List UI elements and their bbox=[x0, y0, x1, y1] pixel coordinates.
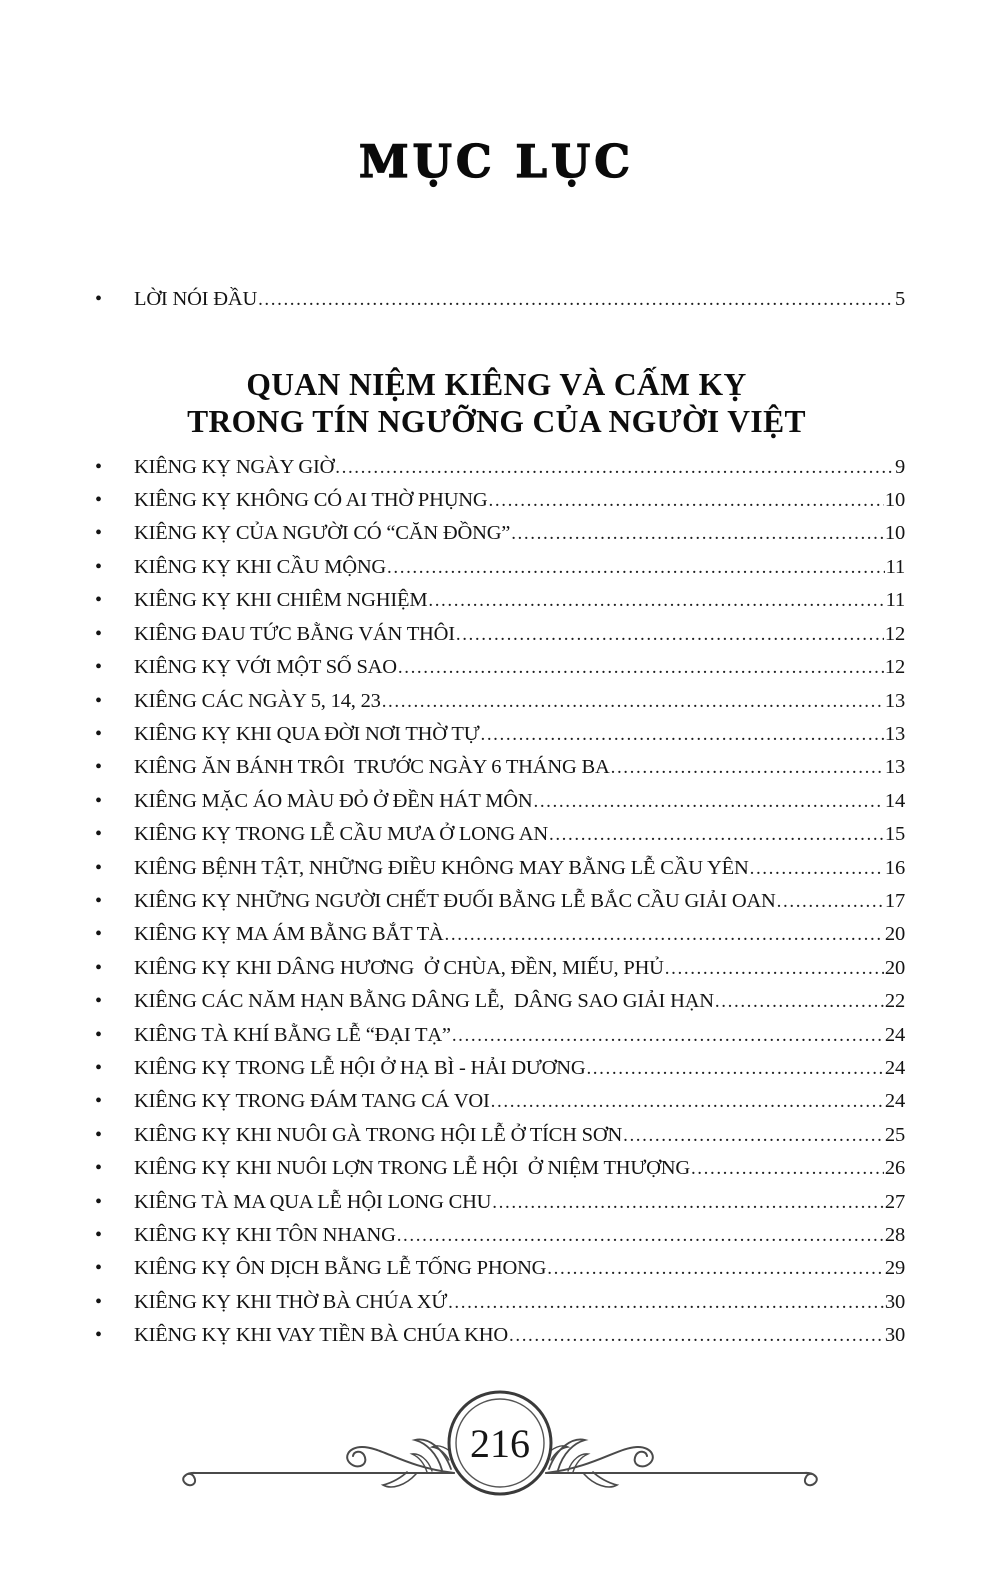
toc-entry-page-number: 28 bbox=[884, 1224, 905, 1246]
bullet-icon bbox=[88, 651, 134, 684]
dot-leader bbox=[489, 484, 884, 517]
toc-entry-row bbox=[88, 1019, 905, 1052]
toc-entry-row bbox=[88, 1319, 905, 1352]
toc-entry-title: KIÊNG KỴ CỦA NGƯỜI CÓ “CĂN ĐỒNG” bbox=[134, 522, 511, 545]
toc-entry-title: KIÊNG CÁC NGÀY 5, 14, 23 bbox=[134, 689, 381, 712]
toc-entry-page-number: 13 bbox=[884, 756, 905, 779]
toc-entry-page-number: 13 bbox=[884, 689, 905, 712]
toc-entry-row bbox=[88, 517, 905, 550]
flourish-ornament-icon bbox=[170, 1379, 830, 1513]
toc-entry-page-number: 11 bbox=[885, 589, 905, 612]
book-page-number: 216 bbox=[470, 1421, 530, 1466]
toc-entry-title: KIÊNG KỴ KHI QUA ĐỜI NƠI THỜ TỰ bbox=[134, 722, 480, 745]
dot-leader bbox=[777, 885, 884, 918]
section-heading-line1: QUAN NIỆM KIÊNG VÀ CẤM KỴ bbox=[246, 366, 747, 402]
bullet-icon bbox=[88, 1319, 134, 1352]
toc-entry-title: KIÊNG KỴ KHI NUÔI GÀ TRONG HỘI LỄ Ở TÍCH SƠN bbox=[134, 1123, 623, 1146]
bullet-icon bbox=[88, 451, 134, 484]
dot-leader bbox=[445, 918, 884, 951]
bullet-icon bbox=[88, 584, 134, 617]
bullet-icon bbox=[88, 1019, 134, 1052]
section-heading-line2: TRONG TÍN NGƯỠNG CỦA NGƯỜI VIỆT bbox=[187, 403, 806, 439]
bullet-icon bbox=[88, 718, 134, 751]
toc-entry-title: KIÊNG KỴ TRONG LỄ HỘI Ở HẠ BÌ - HẢI DƯƠNG bbox=[134, 1056, 586, 1079]
toc-entry-page-number: 24 bbox=[884, 1056, 905, 1079]
toc-entry-title: KIÊNG KỴ KHI VAY TIỀN BÀ CHÚA KHO bbox=[134, 1324, 508, 1347]
toc-entry-title: KIÊNG KỴ KHI CẦU MỘNG bbox=[134, 555, 387, 578]
bullet-icon bbox=[88, 1219, 134, 1252]
toc-entry-row bbox=[88, 551, 905, 584]
dot-leader bbox=[623, 1119, 884, 1152]
front-matter-title: LỜI NÓI ĐẦU bbox=[134, 288, 258, 311]
dot-leader bbox=[509, 1319, 884, 1352]
toc-entry-row bbox=[88, 1286, 905, 1319]
front-matter-page-number: 5 bbox=[894, 288, 905, 311]
toc-entry-title: KIÊNG TÀ KHÍ BẰNG LỄ “ĐẠI TẠ” bbox=[134, 1023, 451, 1046]
dot-leader bbox=[715, 985, 884, 1018]
toc-entry-row bbox=[88, 484, 905, 517]
toc-entry-title: KIÊNG KỴ VỚI MỘT SỐ SAO bbox=[134, 656, 397, 679]
toc-entry-row bbox=[88, 751, 905, 784]
toc-entry-title: KIÊNG MẶC ÁO MÀU ĐỎ Ở ĐỀN HÁT MÔN bbox=[134, 789, 533, 812]
bullet-icon bbox=[88, 551, 134, 584]
page-title: MỤC LỤC bbox=[358, 135, 635, 188]
bullet-icon bbox=[88, 618, 134, 651]
bullet-icon bbox=[88, 852, 134, 885]
dot-leader bbox=[428, 584, 884, 617]
toc-entry-title: KIÊNG KỴ NHỮNG NGƯỜI CHẾT ĐUỐI BẰNG LỄ BẮC CẦU GIẢI OAN bbox=[134, 889, 776, 912]
toc-entry-row bbox=[88, 818, 905, 851]
toc-entry-row bbox=[88, 685, 905, 718]
dot-leader bbox=[448, 1286, 884, 1319]
dot-leader bbox=[397, 1219, 884, 1252]
toc-entry-row bbox=[88, 451, 905, 484]
toc-entry-page-number: 29 bbox=[884, 1257, 905, 1280]
toc-entry-page-number: 10 bbox=[884, 489, 905, 512]
toc-entry-row bbox=[88, 584, 905, 617]
toc-entry-title: KIÊNG KỴ KHI THỜ BÀ CHÚA XỨ bbox=[134, 1290, 448, 1313]
bullet-icon bbox=[88, 1085, 134, 1118]
dot-leader bbox=[611, 751, 884, 784]
toc-entry-page-number: 24 bbox=[884, 1023, 905, 1046]
toc-entry-page-number: 20 bbox=[884, 956, 905, 979]
toc-entry-page-number: 14 bbox=[884, 789, 905, 812]
toc-entry-page-number: 27 bbox=[884, 1190, 905, 1213]
dot-leader bbox=[750, 852, 884, 885]
toc-entry-title: KIÊNG KỴ NGÀY GIỜ bbox=[134, 455, 335, 478]
dot-leader bbox=[387, 551, 885, 584]
toc-entry-page-number: 26 bbox=[884, 1157, 905, 1180]
toc-entry-row bbox=[88, 985, 905, 1018]
bullet-icon bbox=[88, 785, 134, 818]
dot-leader bbox=[547, 1252, 884, 1285]
toc-entry-row bbox=[88, 1052, 905, 1085]
toc-entry-page-number: 13 bbox=[884, 722, 905, 745]
toc-entry-page-number: 16 bbox=[884, 856, 905, 879]
toc-entry-page-number: 15 bbox=[884, 823, 905, 846]
dot-leader bbox=[586, 1052, 883, 1085]
toc-entry-title: KIÊNG ĐAU TỨC BẰNG VÁN THÔI bbox=[134, 622, 455, 645]
bullet-icon bbox=[88, 685, 134, 718]
toc-entry-page-number: 24 bbox=[884, 1090, 905, 1113]
dot-leader bbox=[382, 685, 884, 718]
section-heading bbox=[88, 366, 905, 440]
toc-entry-page-number: 10 bbox=[884, 522, 905, 545]
bullet-icon bbox=[88, 1286, 134, 1319]
dot-leader bbox=[258, 283, 894, 316]
bullet-icon bbox=[88, 1186, 134, 1219]
toc-entry-title: KIÊNG KỴ KHÔNG CÓ AI THỜ PHỤNG bbox=[134, 489, 488, 512]
toc-entry-title: KIÊNG BỆNH TẬT, NHỮNG ĐIỀU KHÔNG MAY BẰNG LỄ CẦU YÊN bbox=[134, 856, 749, 879]
toc-entry-row bbox=[88, 618, 905, 651]
dot-leader bbox=[398, 651, 884, 684]
dot-leader bbox=[491, 1085, 884, 1118]
toc-entry-row bbox=[88, 1252, 905, 1285]
toc-entry-row bbox=[88, 918, 905, 951]
toc-entry-row bbox=[88, 885, 905, 918]
bullet-icon bbox=[88, 484, 134, 517]
toc-entry-row bbox=[88, 1219, 905, 1252]
toc-entry-row bbox=[88, 852, 905, 885]
toc-entry-title: KIÊNG CÁC NĂM HẠN BẰNG DÂNG LỄ, DÂNG SAO GIẢI HẠN bbox=[134, 990, 714, 1013]
toc-entry-title: KIÊNG KỴ TRONG ĐÁM TANG CÁ VOI bbox=[134, 1090, 490, 1113]
dot-leader bbox=[335, 451, 894, 484]
toc-entry-title: KIÊNG TÀ MA QUA LỄ HỘI LONG CHU bbox=[134, 1190, 492, 1213]
bullet-icon bbox=[88, 751, 134, 784]
bullet-icon bbox=[88, 818, 134, 851]
dot-leader bbox=[549, 818, 884, 851]
toc-entry-page-number: 11 bbox=[885, 555, 905, 578]
front-matter-row bbox=[88, 283, 905, 316]
bullet-icon bbox=[88, 952, 134, 985]
toc-entry-title: KIÊNG KỴ KHI TÔN NHANG bbox=[134, 1224, 396, 1246]
dot-leader bbox=[665, 952, 884, 985]
bullet-icon bbox=[88, 1152, 134, 1185]
dot-leader bbox=[511, 517, 884, 550]
toc-entry-title: KIÊNG KỴ KHI DÂNG HƯƠNG Ở CHÙA, ĐỀN, MIẾU, PHỦ bbox=[134, 956, 664, 979]
toc-entry-page-number: 12 bbox=[884, 656, 905, 679]
dot-leader bbox=[691, 1152, 884, 1185]
bullet-icon bbox=[88, 1119, 134, 1152]
toc-entry-row bbox=[88, 952, 905, 985]
toc-entry-title: KIÊNG KỴ TRONG LỄ CẦU MƯA Ở LONG AN bbox=[134, 823, 548, 846]
toc-entry-page-number: 30 bbox=[884, 1324, 905, 1347]
toc-entry-row bbox=[88, 1085, 905, 1118]
toc-entry-page-number: 20 bbox=[884, 923, 905, 946]
toc-entry-page-number: 17 bbox=[884, 889, 905, 912]
toc-entry-row bbox=[88, 1152, 905, 1185]
dot-leader bbox=[456, 618, 884, 651]
toc-entry-page-number: 30 bbox=[884, 1290, 905, 1313]
toc-entry-row bbox=[88, 785, 905, 818]
dot-leader bbox=[480, 718, 883, 751]
dot-leader bbox=[533, 785, 883, 818]
toc-list bbox=[88, 451, 905, 1353]
bullet-icon bbox=[88, 283, 134, 316]
bullet-icon bbox=[88, 517, 134, 550]
toc-entry-title: KIÊNG KỴ MA ÁM BẰNG BẮT TÀ bbox=[134, 923, 444, 946]
toc-entry-row bbox=[88, 651, 905, 684]
toc-entry-row bbox=[88, 1186, 905, 1219]
dot-leader bbox=[492, 1186, 884, 1219]
toc-entry-row bbox=[88, 718, 905, 751]
toc-entry-row bbox=[88, 1119, 905, 1152]
toc-entry-title: KIÊNG KỴ KHI NUÔI LỢN TRONG LỄ HỘI Ở NIỆM THƯỢNG bbox=[134, 1157, 690, 1180]
bullet-icon bbox=[88, 885, 134, 918]
toc-entry-title: KIÊNG KỴ ÔN DỊCH BẰNG LỄ TỐNG PHONG bbox=[134, 1257, 547, 1280]
toc-entry-page-number: 12 bbox=[884, 622, 905, 645]
toc-entry-page-number: 9 bbox=[894, 455, 905, 478]
toc-entry-page-number: 25 bbox=[884, 1123, 905, 1146]
toc-entry-title: KIÊNG KỴ KHI CHIÊM NGHIỆM bbox=[134, 589, 428, 612]
bullet-icon bbox=[88, 1252, 134, 1285]
bullet-icon bbox=[88, 918, 134, 951]
footer-ornament bbox=[0, 1379, 1000, 1513]
dot-leader bbox=[452, 1019, 884, 1052]
toc-entry-title: KIÊNG ĂN BÁNH TRÔI TRƯỚC NGÀY 6 THÁNG BA bbox=[134, 756, 610, 779]
bullet-icon bbox=[88, 985, 134, 1018]
bullet-icon bbox=[88, 1052, 134, 1085]
toc-entry-page-number: 22 bbox=[884, 990, 905, 1013]
